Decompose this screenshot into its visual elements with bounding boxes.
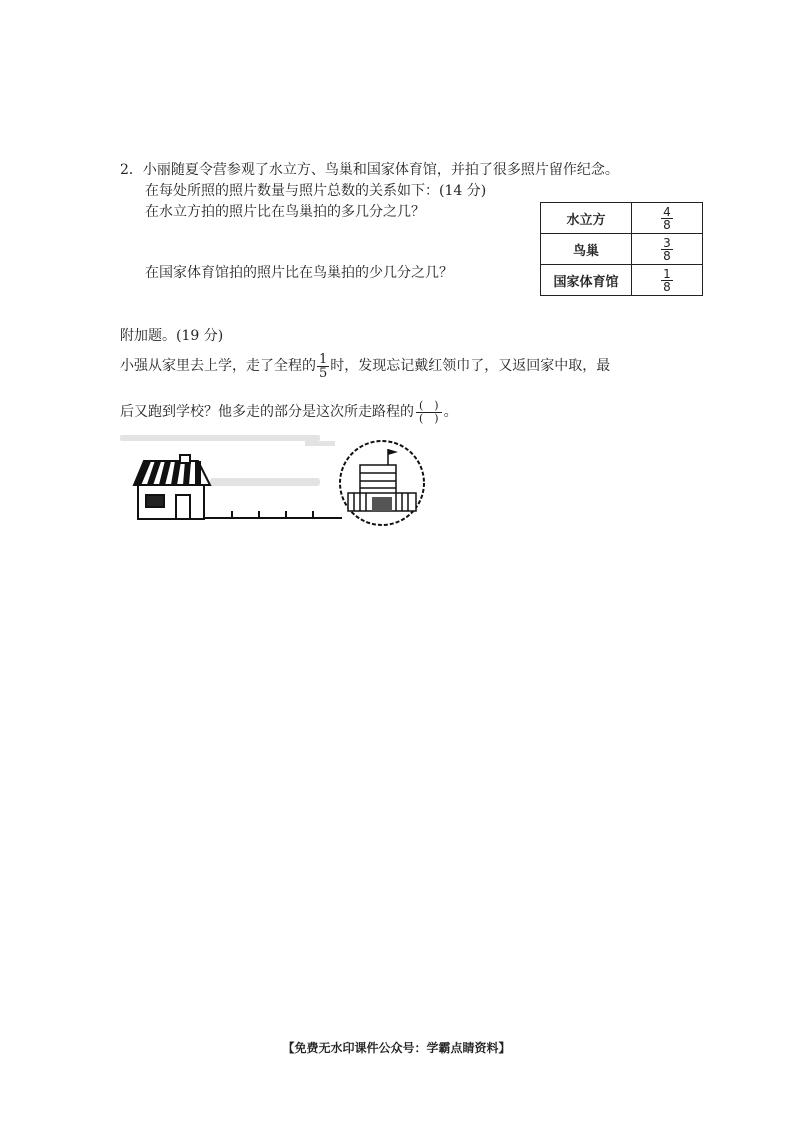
- fraction-denominator: 8: [663, 217, 671, 232]
- table-row: [541, 203, 703, 234]
- venue-name: 水立方: [541, 203, 632, 234]
- extra-line2-pre: 后又跑到学校？他多走的部分是这次所走路程的: [120, 404, 414, 420]
- venue-name: 国家体育馆: [541, 265, 632, 296]
- q2-sub2: 在国家体育馆拍的照片比在鸟巢拍的少几分之几？: [145, 265, 453, 281]
- extra-line1-post: 时，发现忘记戴红领巾了，又返回家中取，最: [330, 358, 611, 374]
- footer-note: 【免费无水印课件公众号：学霸点睛资料】: [282, 1041, 511, 1055]
- house-icon: [134, 455, 210, 519]
- venue-fraction: [632, 265, 703, 296]
- answer-blank-fraction[interactable]: [416, 400, 442, 425]
- road-segments: [204, 511, 342, 518]
- venue-fraction: [632, 234, 703, 265]
- venue-fraction: [632, 203, 703, 234]
- fraction-denominator: 8: [663, 279, 671, 294]
- extra-heading: 附加题。(19 分): [120, 328, 224, 344]
- table-row: [541, 234, 703, 265]
- q2-line1: 2．小丽随夏令营参观了水立方、鸟巢和国家体育馆，并拍了很多照片留作纪念。: [120, 162, 619, 178]
- extra-line1-pre: 小强从家里去上学，走了全程的: [120, 358, 316, 374]
- venue-name: 鸟巢: [541, 234, 632, 265]
- fraction-numerator: 4: [663, 204, 671, 219]
- one-fifth-fraction: [317, 353, 329, 380]
- extra-line1: [120, 352, 610, 380]
- blank-denominator: ( ): [419, 411, 439, 425]
- blank-numerator: ( ): [416, 400, 442, 413]
- school-icon: [340, 441, 424, 525]
- q2-sub1: 在水立方拍的照片比在鸟巢拍的多几分之几？: [145, 204, 425, 220]
- extra-line2: [120, 398, 458, 426]
- q2-line2: 在每处所照的照片数量与照片总数的关系如下：(14 分): [145, 183, 487, 199]
- fraction-denominator: 8: [663, 248, 671, 263]
- fraction-numerator: 1: [663, 266, 671, 281]
- table-row: [541, 265, 703, 296]
- fraction-numerator: 1: [319, 351, 328, 367]
- fraction-numerator: 3: [663, 235, 671, 250]
- fraction-denominator: 5: [319, 365, 328, 381]
- photo-ratio-table: [540, 202, 703, 296]
- extra-line2-post: 。: [443, 404, 458, 420]
- home-to-school-figure: [120, 433, 450, 528]
